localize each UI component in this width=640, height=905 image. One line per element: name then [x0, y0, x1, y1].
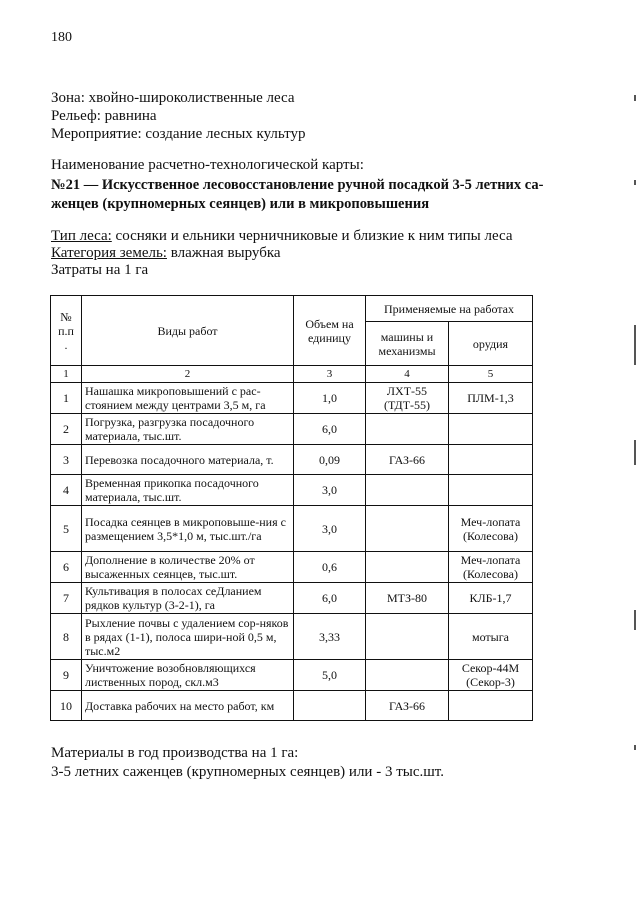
- row-volume: 6,0: [294, 583, 366, 614]
- row-machines: [366, 506, 449, 552]
- table-row: [51, 414, 533, 445]
- row-tools: Меч-лопата (Колесова): [449, 552, 533, 583]
- row-machines: ГАЗ-66: [366, 691, 449, 721]
- event-line: [51, 126, 306, 143]
- table-row: [51, 614, 533, 660]
- table-row: [51, 583, 533, 614]
- row-work: Дополнение в количестве 20% от высаженных сеянцев, тыс.шт.: [82, 552, 294, 583]
- row-volume: 1,0: [294, 383, 366, 414]
- table-row: [51, 660, 533, 691]
- row-tools: КЛБ-1,7: [449, 583, 533, 614]
- row-machines: [366, 614, 449, 660]
- table-row: [51, 552, 533, 583]
- header-applied: Применяемые на работах: [366, 296, 533, 322]
- row-volume: [294, 691, 366, 721]
- materials-heading: Материалы в год производства на 1 га:: [51, 745, 299, 761]
- row-tools: [449, 445, 533, 475]
- header-works: Виды работ: [82, 296, 294, 366]
- card-title: [51, 176, 591, 214]
- scan-edge-mark: [634, 325, 636, 365]
- costs-line: Затраты на 1 га: [51, 262, 149, 278]
- row-machines: МТЗ-80: [366, 583, 449, 614]
- col-number: 2: [82, 366, 294, 383]
- row-machines: [366, 660, 449, 691]
- row-number: 1: [51, 383, 82, 414]
- col-number: 3: [294, 366, 366, 383]
- table-row: [51, 383, 533, 414]
- row-number: 6: [51, 552, 82, 583]
- forest-type-value: сосняки и ельники черничниковые и близкие к ним типы леса: [111, 228, 513, 244]
- row-volume: 3,0: [294, 506, 366, 552]
- row-number: 4: [51, 475, 82, 506]
- row-volume: 6,0: [294, 414, 366, 445]
- land-category-line: [51, 245, 281, 262]
- row-machines: [366, 414, 449, 445]
- row-tools: мотыга: [449, 614, 533, 660]
- row-work: Рыхление почвы с удалением сор-няков в рядах (1-1), полоса шири-ной 0,5 м, тыс.м2: [82, 614, 294, 660]
- relief-line: [51, 108, 157, 125]
- row-number: 10: [51, 691, 82, 721]
- scan-edge-mark: [634, 95, 636, 101]
- row-volume: 3,0: [294, 475, 366, 506]
- card-heading: Наименование расчетно-технологической карты:: [51, 157, 364, 173]
- zone-value: хвойно-широколиственные леса: [84, 90, 295, 106]
- relief-value: равнина: [100, 108, 157, 124]
- header-machines: машины и механизмы: [366, 322, 449, 366]
- row-work: Культивация в полосах сеДланием рядков культур (3-2-1), га: [82, 583, 294, 614]
- row-machines: ГАЗ-66: [366, 445, 449, 475]
- row-work: Посадка сеянцев в микроповыше-ния с размещением 3,5*1,0 м, тыс.шт./га: [82, 506, 294, 552]
- row-number: 9: [51, 660, 82, 691]
- row-number: 5: [51, 506, 82, 552]
- row-work: Нашашка микроповышений с рас-стоянием между центрами 3,5 м, га: [82, 383, 294, 414]
- row-volume: 0,09: [294, 445, 366, 475]
- row-volume: 5,0: [294, 660, 366, 691]
- row-tools: ПЛМ-1,3: [449, 383, 533, 414]
- header-num: № п.п .: [51, 296, 82, 366]
- scan-edge-mark: [634, 180, 636, 185]
- row-number: 7: [51, 583, 82, 614]
- header-volume: Объем на единицу: [294, 296, 366, 366]
- works-table: [50, 295, 533, 721]
- row-machines: ЛХТ-55 (ТДТ-55): [366, 383, 449, 414]
- zone-label: Зона:: [51, 90, 85, 106]
- row-work: Уничтожение возобновляющихся лиственных пород, скл.м3: [82, 660, 294, 691]
- table-row: [51, 691, 533, 721]
- row-work: Перевозка посадочного материала, т.: [82, 445, 294, 475]
- scan-edge-mark: [634, 440, 636, 465]
- table-row: [51, 445, 533, 475]
- card-title-line2: женцев (крупномерных сеянцев) или в микроповышения: [51, 196, 430, 212]
- land-category-label: Категория земель:: [51, 245, 167, 261]
- row-work: Погрузка, разгрузка посадочного материала, тыс.шт.: [82, 414, 294, 445]
- col-number: 4: [366, 366, 449, 383]
- table-row: [51, 475, 533, 506]
- row-number: 3: [51, 445, 82, 475]
- row-tools: [449, 414, 533, 445]
- row-tools: [449, 691, 533, 721]
- row-volume: 0,6: [294, 552, 366, 583]
- land-category-value: влажная вырубка: [166, 245, 281, 261]
- scan-edge-mark: [634, 745, 636, 750]
- card-title-line1: №21 — Искусственное лесовосстановление ручной посадкой 3-5 летних са-: [51, 177, 544, 193]
- event-value: создание лесных культур: [141, 126, 306, 142]
- row-tools: Секор-44М (Секор-3): [449, 660, 533, 691]
- col-number: 5: [449, 366, 533, 383]
- col-number: 1: [51, 366, 82, 383]
- zone-line: [51, 90, 295, 107]
- header-tools: орудия: [449, 322, 533, 366]
- row-tools: Меч-лопата (Колесова): [449, 506, 533, 552]
- row-volume: 3,33: [294, 614, 366, 660]
- row-machines: [366, 475, 449, 506]
- page-number: 180: [51, 30, 72, 45]
- forest-type-label: Тип леса:: [51, 228, 112, 244]
- materials-line: 3-5 летних саженцев (крупномерных сеянцев) или - 3 тыс.шт.: [51, 764, 444, 780]
- row-tools: [449, 475, 533, 506]
- row-number: 8: [51, 614, 82, 660]
- table-row: [51, 506, 533, 552]
- row-number: 2: [51, 414, 82, 445]
- row-machines: [366, 552, 449, 583]
- event-label: Мероприятие:: [51, 126, 142, 142]
- forest-type-line: [51, 228, 513, 245]
- relief-label: Рельеф:: [51, 108, 101, 124]
- row-work: Доставка рабочих на место работ, км: [82, 691, 294, 721]
- scan-edge-mark: [634, 610, 636, 630]
- row-work: Временная прикопка посадочного материала, тыс.шт.: [82, 475, 294, 506]
